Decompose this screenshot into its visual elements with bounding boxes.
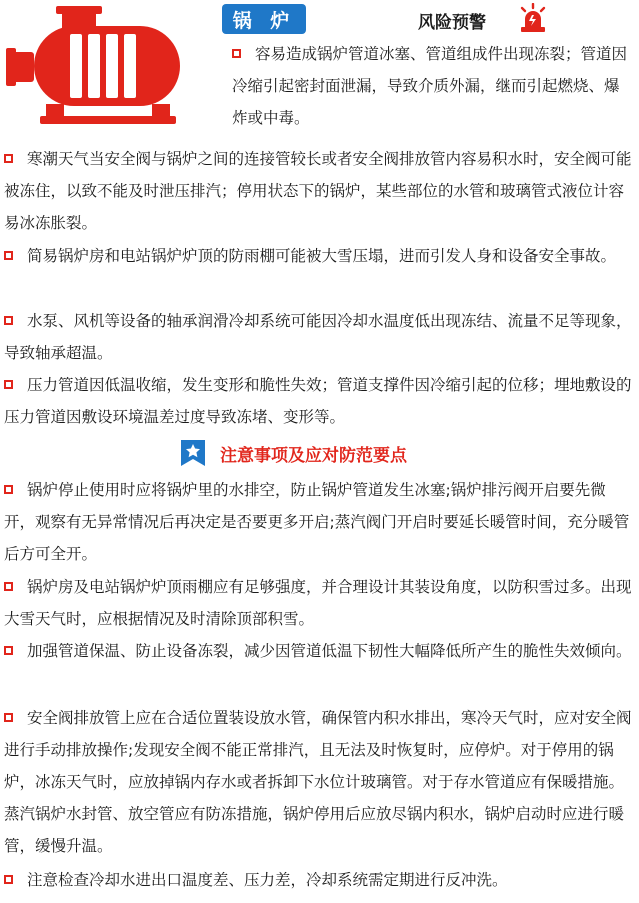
hollow-square-bullet-icon [4, 380, 13, 389]
title-badge: 锅 炉 [222, 4, 306, 34]
boiler-icon [6, 4, 190, 126]
hollow-square-bullet-icon [232, 49, 241, 58]
risk-item: 简易锅炉房和电站锅炉炉顶的防雨棚可能被大雪压塌，进而引发人身和设备安全事故。 [4, 240, 634, 272]
star-bookmark-icon [180, 439, 206, 467]
hollow-square-bullet-icon [4, 485, 13, 494]
hollow-square-bullet-icon [4, 582, 13, 591]
risk-warning-title: 风险预警 [418, 13, 486, 33]
measure-item: 安全阀排放管上应在合适位置装设放水管，确保管内积水排出，寒冷天气时，应对安全阀进行手动排放操作;发现安全阀不能正常排汽，且无法及时恢复时，应停炉。对于停用的锅炉，冰冻天气时，应放掉锅内存水或者拆卸下水位计玻璃管。对于存水管道应有保暖措施。蒸汽锅炉水封管、放空管应有防冻措施，锅炉停用后应放尽锅内积水，锅炉启动时应进行暖管，缓慢升温。 [4, 709, 632, 855]
measure-item: 注意检查冷却水进出口温度差、压力差，冷却系统需定期进行反冲洗。 [4, 864, 634, 896]
measure-item: 锅炉停止使用时应将锅炉里的水排空，防止锅炉管道发生冰塞;锅炉排污阀开启要先微开，观察有无异常情况后再决定是否要更多开启;蒸汽阀门开启时要延长暖管时间，充分暖管后方可全开。 [4, 481, 630, 563]
section-heading [180, 437, 407, 469]
hollow-square-bullet-icon [4, 713, 13, 722]
risk-item: 容易造成锅炉管道冰塞、管道组成件出现冻裂；管道因冷缩引起密封面泄漏，导致介质外漏，继而引起燃烧、爆炸或中毒。 [232, 45, 628, 127]
risk-item: 水泵、风机等设备的轴承润滑冷却系统可能因冷却水温度低出现冻结、流量不足等现象，导致轴承超温。 [4, 312, 632, 362]
section-title: 注意事项及应对防范要点 [220, 445, 407, 466]
hollow-square-bullet-icon [4, 251, 13, 260]
risk-item: 寒潮天气当安全阀与锅炉之间的连接管较长或者安全阀排放管内容易积水时，安全阀可能被冻住，以致不能及时泄压排汽；停用状态下的锅炉，某些部位的水管和玻璃管式液位计容易冰冻胀裂。 [4, 150, 632, 232]
hollow-square-bullet-icon [4, 316, 13, 325]
hollow-square-bullet-icon [4, 875, 13, 884]
hollow-square-bullet-icon [4, 646, 13, 655]
measure-item: 加强管道保温、防止设备冻裂，减少因管道低温下韧性大幅降低所产生的脆性失效倾向。 [4, 635, 634, 667]
alarm-light-icon [517, 3, 549, 33]
measure-item: 锅炉房及电站锅炉炉顶雨棚应有足够强度，并合理设计其装设角度，以防积雪过多。出现大雪天气时，应根据情况及时清除顶部积雪。 [4, 578, 632, 628]
hollow-square-bullet-icon [4, 154, 13, 163]
risk-item: 压力管道因低温收缩，发生变形和脆性失效；管道支撑件因冷缩引起的位移；埋地敷设的压力管道因敷设环境温差过度导致冻堵、变形等。 [4, 376, 632, 426]
